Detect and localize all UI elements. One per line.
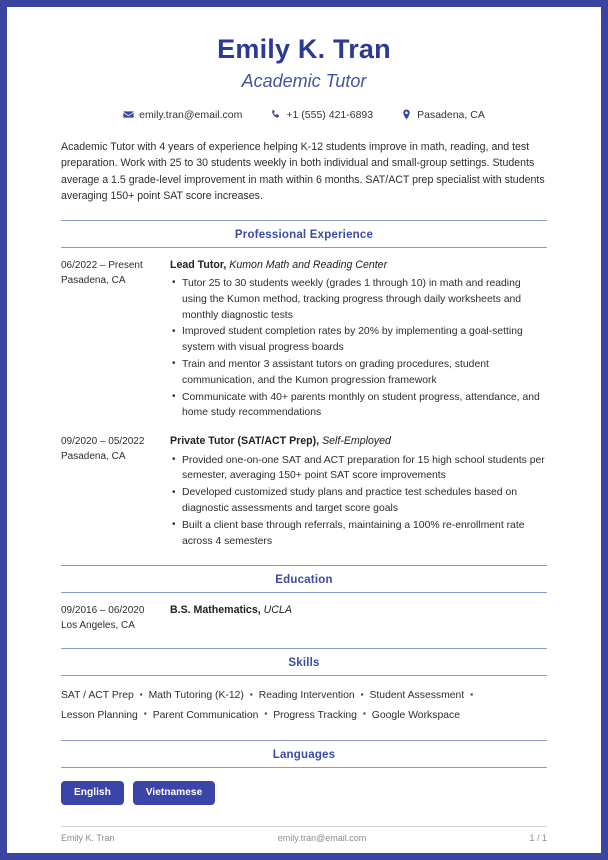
professional-summary: Academic Tutor with 4 years of experience helping K-12 students improve in math, reading, and test preparation. Work with 25 to 30 students weekly in both individual and small-group settings. Students average a 1.5 grade-level improvement in math within 6 months. SAT/ACT prep specialist with students averaging 150+ point SAT score increases. <box>61 140 545 203</box>
entry-org: Self-Employed <box>322 435 391 448</box>
location-pin-icon <box>401 109 412 120</box>
entry-role: Private Tutor (SAT/ACT Prep), <box>170 435 320 448</box>
section-header-languages <box>61 740 547 768</box>
skill-separator-icon: ▪ <box>470 689 474 699</box>
bullet-item: • Developed customized study plans and practice test schedules based on diagnostic assessments and target score goals <box>170 485 547 517</box>
section-experience <box>61 220 547 551</box>
skill-separator-icon: ▪ <box>360 689 364 699</box>
entry-dates: 09/2020 – 05/2022 <box>61 436 145 448</box>
entry-degree: B.S. Mathematics, <box>170 604 261 617</box>
entry-school: UCLA <box>263 604 292 617</box>
entry-content <box>167 603 547 633</box>
section-education <box>61 565 547 633</box>
entry-bullets <box>170 453 547 550</box>
entry-dates: 09/2016 – 06/2020 <box>61 605 145 617</box>
entry-location: Pasadena, CA <box>61 274 126 286</box>
section-header-experience <box>61 220 547 248</box>
entry-org: Kumon Math and Reading Center <box>229 258 388 271</box>
entry-role: Lead Tutor, <box>170 258 227 271</box>
skills-body <box>61 676 547 725</box>
skill-separator-icon: ▪ <box>143 709 147 719</box>
section-title: Skills <box>288 657 320 670</box>
entry-title-line <box>170 603 547 618</box>
contact-location-value: Pasadena, CA <box>417 108 485 121</box>
section-title: Education <box>275 574 333 587</box>
skill-item: Google Workspace <box>371 709 460 721</box>
entry-content <box>167 258 547 423</box>
skill-item: Progress Tracking <box>273 709 357 721</box>
entry-title-line <box>170 434 547 449</box>
entry-location: Pasadena, CA <box>61 451 126 463</box>
bullet-item: • Tutor 25 to 30 students weekly (grades 1 through 10) in math and reading using the Kumon method, tracking progress through daily worksheets and monthly diagnostic tests <box>170 276 547 323</box>
phone-icon <box>270 109 281 120</box>
experience-entries <box>61 248 547 551</box>
section-skills <box>61 648 547 725</box>
skill-separator-icon: ▪ <box>139 689 143 699</box>
bullet-item: • Train and mentor 3 assistant tutors on grading procedures, student communication, and the Kumon progression framework <box>170 357 547 389</box>
language-pill: English <box>61 781 124 805</box>
bullet-item: • Improved student completion rates by 20% by implementing a goal-setting system with visual progress boards <box>170 324 547 356</box>
contact-location <box>401 109 485 121</box>
entry-meta <box>61 258 167 423</box>
contact-phone[interactable] <box>270 109 373 121</box>
language-pill-row <box>61 778 547 805</box>
entry-meta <box>61 434 167 550</box>
section-title: Professional Experience <box>234 228 374 241</box>
skill-item: Lesson Planning <box>61 709 138 721</box>
section-header-education <box>61 565 547 593</box>
skill-item: Student Assessment <box>369 690 465 702</box>
section-header-skills <box>61 648 547 676</box>
bullet-item: • Communicate with 40+ parents monthly on student progress, attendance, and home study recommendations <box>170 390 547 422</box>
skill-separator-icon: ▪ <box>249 689 253 699</box>
skill-separator-icon: ▪ <box>362 709 366 719</box>
contact-email-value: emily.tran@email.com <box>139 108 243 121</box>
entry-meta <box>61 603 167 633</box>
job-subtitle: Academic Tutor <box>241 71 367 92</box>
language-pill: Vietnamese <box>133 781 215 805</box>
section-languages <box>61 740 547 805</box>
entry-dates: 06/2022 – Present <box>61 259 143 271</box>
footer-email: emily.tran@email.com <box>277 833 367 843</box>
skill-item: Parent Communication <box>152 709 259 721</box>
footer-name: Emily K. Tran <box>61 833 115 843</box>
contact-phone-value: +1 (555) 421-6893 <box>286 108 374 121</box>
entry-title-line <box>170 258 547 273</box>
page-title: Emily K. Tran <box>217 34 391 64</box>
experience-entry <box>61 258 547 423</box>
entry-location: Los Angeles, CA <box>61 620 135 632</box>
education-entries <box>61 593 547 633</box>
languages-body <box>61 768 547 805</box>
section-title: Languages <box>272 748 336 761</box>
experience-entry <box>61 434 547 550</box>
skill-item: Math Tutoring (K-12) <box>148 690 244 702</box>
entry-bullets <box>170 276 547 421</box>
skill-item: SAT / ACT Prep <box>61 690 134 702</box>
entry-content <box>167 434 547 550</box>
skill-item: Reading Intervention <box>258 690 355 702</box>
skill-separator-icon: ▪ <box>264 709 268 719</box>
resume-header <box>61 33 547 121</box>
email-icon <box>123 109 134 120</box>
page-footer <box>61 826 547 843</box>
skills-list <box>61 686 547 725</box>
bullet-item: • Built a client base through referrals, maintaining a 100% re-enrollment rate across 4 semesters <box>170 518 547 550</box>
bullet-item: • Provided one-on-one SAT and ACT preparation for 15 high school students per semester, averaging 150+ point SAT score improvements <box>170 453 547 485</box>
contact-email[interactable] <box>123 109 242 121</box>
contact-row <box>61 109 547 121</box>
education-entry <box>61 603 547 633</box>
footer-page-number: 1 / 1 <box>529 833 547 843</box>
